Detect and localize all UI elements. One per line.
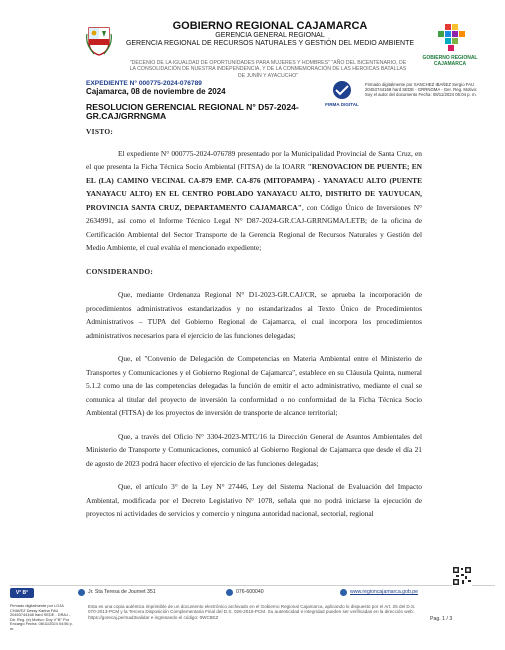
resolution-title: RESOLUCION GERENCIAL REGIONAL N° D57-2024-GR.CAJ/GRRNGMA (86, 102, 299, 121)
considerando-heading: CONSIDERANDO: (86, 266, 154, 276)
considerando-paragraph-3: Que, a través del Oficio N° 3304-2023-MTC/16 la Dirección General de Asuntos Ambientales del Ministerio de Transporte y Comunicaciones, comunicó al Gobierno Regional de Cajamarca que desde el día 21 de agosto de 2023 podrá hacer efectivo el ejercicio de las funciones delegadas; (86, 431, 422, 468)
visto-paragraph (86, 147, 422, 255)
document-body (86, 125, 422, 521)
right-logo-text: GOBIERNO REGIONAL CAJAMARCA (422, 55, 478, 67)
peru-coat-of-arms-icon (86, 24, 112, 56)
page-number: Pag. 1 / 3 (430, 616, 453, 622)
cajamarca-region-logo-icon (430, 22, 474, 56)
visto-text: El expediente N° 000775-2024-076789 presentado por la Municipalidad Provincial de Santa Cruz, en el que presenta la Ficha Técnica Socio Ambiental (FITSA) de la IOARR (86, 148, 422, 171)
footer-authenticity-note: Esta es una copia auténtica imprimible de un documento electrónico archivado en el Gobierno Regional Cajamarca, aplicando lo dispuesto por el Art. 25 del D.S. 070-2013-PCM y la Tercera Disposición Complementaria Final del D.S. 026-2016-PCM. Su autenticidad e integridad pueden ser verificadas en la dirección web: https://gorecaj.pe/mad3validar e ingresando el código: 0WC8EZ (88, 604, 416, 620)
expediente-number: EXPEDIENTE N° 000775-2024-076789 (86, 80, 202, 87)
footer-website-link[interactable]: www.regioncajamarca.gob.pe (350, 589, 419, 595)
footer-address: Jr. Sta Teresa de Journet 351 (88, 589, 156, 595)
considerando-paragraph-4: Que, el artículo 3° de la Ley N° 27446, Ley del Sistema Nacional de Evaluación del Impacto Ambiental, modificada por el Decreto Legislativo N° 1078, señala que no podrá iniciarse la ejecución de proyectos ni actividades de servicios y comercio y ninguna autoridad nacional, sectorial, regional (86, 482, 422, 518)
footer-vobo-logo: V° B° (10, 588, 34, 598)
header-motto: "DECENIO DE LA IGUALDAD DE OPORTUNIDADES PARA MUJERES Y HOMBRES" "AÑO DEL BICENTENARIO, DE LA CONSOLIDACIÓN DE NUESTRA INDEPENDENCIA, Y DE LA CONMEMORACIÓN DE LAS HEROICAS BATALLAS DE JUNÍN Y AYACUCHO" (129, 60, 407, 79)
phone-icon (226, 589, 233, 596)
digital-signature-badge-icon (323, 79, 361, 111)
header-title: GOBIERNO REGIONAL CAJAMARCA (172, 20, 368, 32)
considerando-paragraph-1: Que, mediante Ordenanza Regional N° D1-2023-GR.CAJ/CR, se aprueba la incorporación de procedimientos administrativos estandarizados y no estandarizados al Texto Único de Procedimientos Administrativos – TUPA del Gobierno Regional de Cajamarca, el cual incorpora los procedimientos administrativos necesarios para el ejercicio de las funciones delegadas; (86, 290, 422, 340)
project-name: "RENOVACION DE PUENTE; EN EL (LA) CAMINO VECINAL CA-879 EMP. CA-876 (MITOPAMPA) - YANAYACU ALTO (PUENTE YANAYACU ALTO) EN EL CENTRO POBLADO YANAYACU ALTO, DISTRITO DE YAUYUCAN, PROVINCIA SANTA CRUZ, DEPARTAMENTO CAJAMARCA" (86, 162, 422, 212)
visto-heading: VISTO: (86, 127, 114, 136)
header-subtitle-general: GERENCIA GENERAL REGIONAL (215, 32, 325, 39)
footer-signature-text: Firmado digitalmente por LOJA CHAVEZ Dessy Karina FAU 20453744168 hard SEDE - DRAJ - Dir. Reg. (e) Motivo: Doy V°B° Por Encargo Fecha: 08/11/2024 04:56 p. m. (10, 603, 73, 631)
considerando-paragraph-2: Que, el "Convenio de Delegación de Competencias en Materia Ambiental entre el Ministerio de Transportes y Comunicaciones y el Gobierno Regional de Cajamarca", establece en su Cláusula Quinta, numeral 5.1.2 como una de las competencias delegadas la función de emitir el acto administrativo, mediante el cual se comunica al titular del proyecto de inversión la conformidad o no conformidad de la Ficha Técnica Socio Ambiental (FITSA) de los proyectos de inversión de transporte de alcance territorial; (86, 354, 422, 417)
digital-signature-text: Firmado digitalmente por SANCHEZ IBAÑEZ Sergio FAU 20453744168 hard SEDE - GRRNGMA - Ger. Reg. Motivo: Soy el autor del documento Fecha: 08/11/2024 05:04 p. m. (365, 82, 478, 97)
qr-code-icon (452, 566, 472, 586)
location-icon (78, 589, 85, 596)
visto-text-tail: , con Código Único de Inversiones N° 2634991, así como el Informe Técnico Legal N° D87-2024-GR.CAJ-GRRNGMA/LETB; de la oficina de Certificación Ambiental del Sector Transporte de la Gerencia Regional de Recursos Naturales y Gestión del Medio Ambiente, el cual evalúa el mencionado expediente; (86, 202, 422, 252)
document-date: Cajamarca, 08 de noviembre de 2024 (86, 87, 226, 96)
digital-signature-label: FIRMA DIGITAL (325, 102, 359, 107)
header-subtitle-gerencia: GERENCIA REGIONAL DE RECURSOS NATURALES Y GESTIÓN DEL MEDIO AMBIENTE (125, 40, 415, 47)
web-icon (340, 589, 347, 596)
footer-phone: 076-600040 (236, 589, 264, 595)
